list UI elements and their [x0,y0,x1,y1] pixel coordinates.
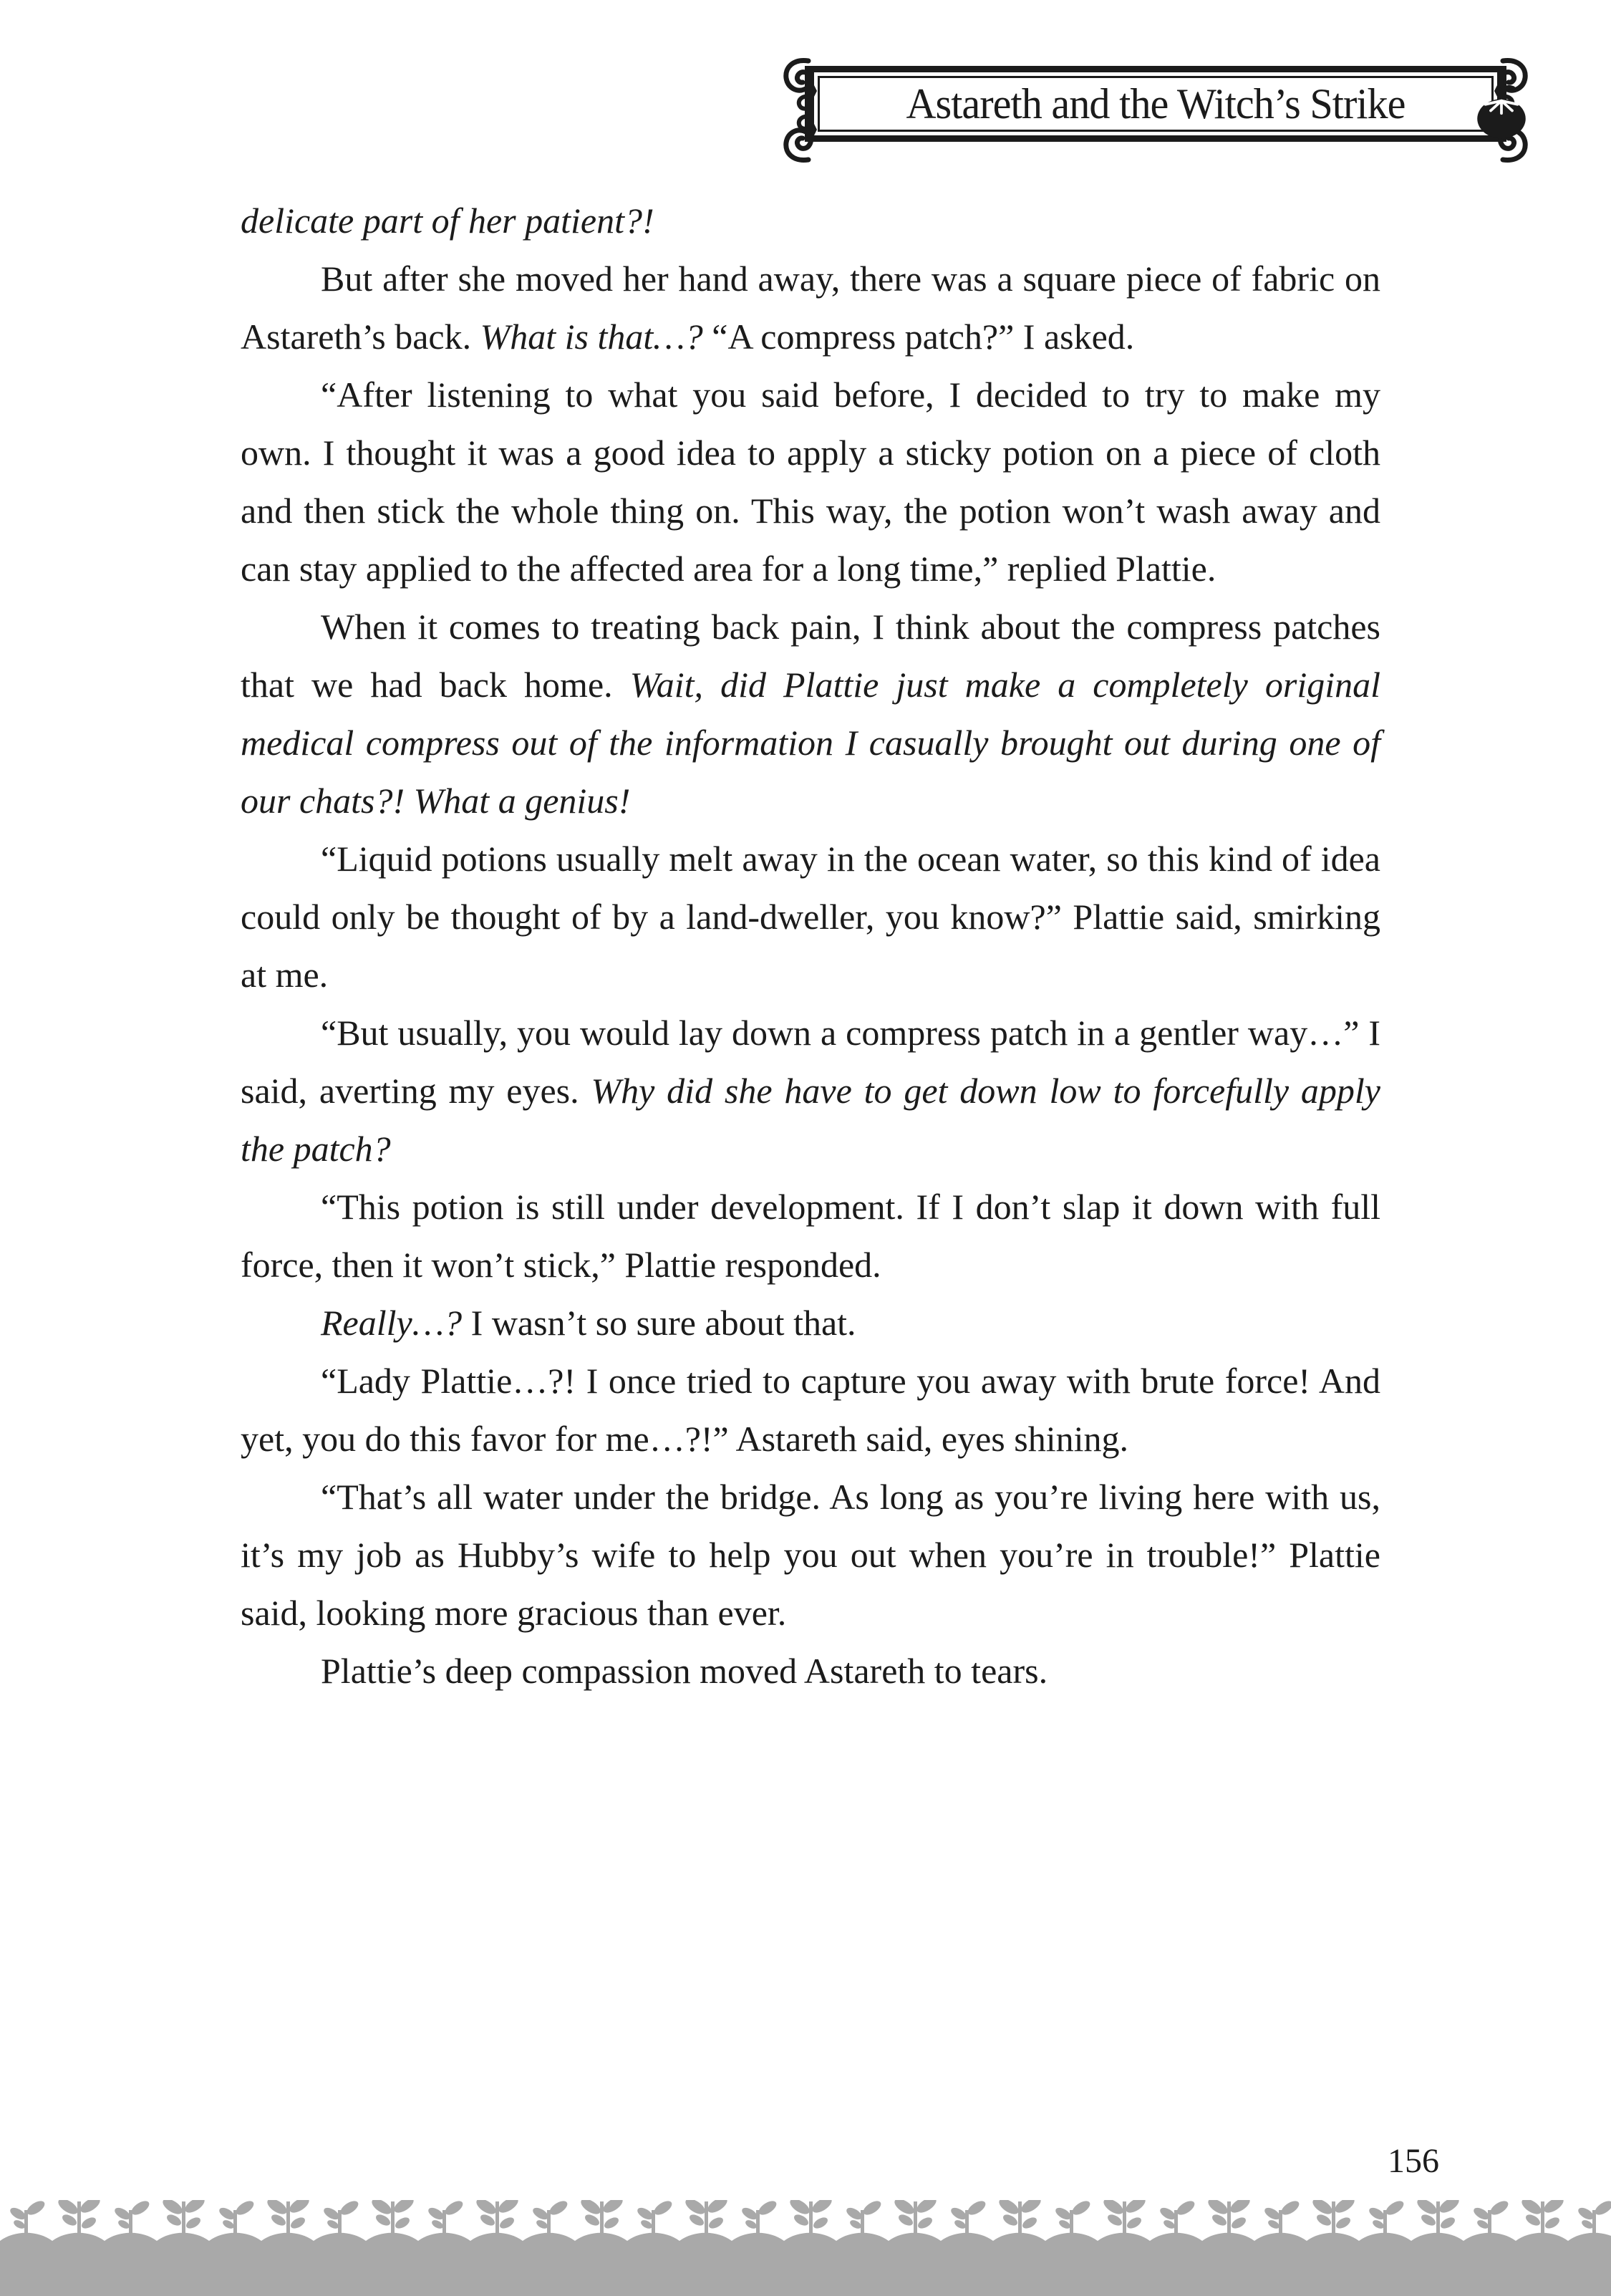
chapter-title-box [808,66,1504,142]
paragraph [241,598,1380,830]
paragraph [241,830,1380,1004]
italic-text-segment: Why did she have to get down low to forcefully apply the patch? [241,1071,1380,1169]
paragraph [241,1642,1380,1700]
text-segment: Plattie’s deep compassion moved Astareth to tears. [321,1651,1048,1691]
chapter-title: Astareth and the Witch’s Strike [906,79,1406,127]
paragraph [241,366,1380,598]
text-segment: I wasn’t so sure about that. [470,1303,856,1343]
page-number: 156 [1388,2142,1439,2180]
text-segment: But after she moved her hand away, there was a square piece of fabric on Astareth’s back. [241,259,1380,357]
page-text [241,192,1380,1700]
sprout-pattern-icon [0,2200,1611,2296]
text-segment: “This potion is still under development. If I don’t slap it down with full force, then it won’t stick,” Plattie responded. [241,1187,1380,1285]
text-segment: “Liquid potions usually melt away in the ocean water, so this kind of idea could only be thought of by a land-dweller, you know?” Plattie said, smirking at me. [241,839,1380,995]
paragraph [241,250,1380,366]
paragraph [241,192,1380,250]
text-segment: “A compress patch?” I asked. [712,317,1135,357]
italic-text-segment: delicate part of her patient?! [241,201,654,241]
paragraph [241,1294,1380,1352]
text-segment: “Lady Plattie…?! I once tried to capture you away with brute force! And yet, you do this favor for me…?!” Astareth said, eyes shining. [241,1361,1380,1459]
text-segment: “But usually, you would lay down a compress patch in a gentler way…” I said, averting my eyes. [241,1013,1380,1111]
text-segment: When it comes to treating back pain, I think about the compress patches that we had back home. [241,607,1380,705]
paragraph [241,1468,1380,1642]
paragraph [241,1178,1380,1294]
tomato-icon [1474,84,1529,141]
text-segment: “After listening to what you said before, I decided to try to make my own. I thought it was a good idea to apply a sticky potion on a piece of cloth and then stick the whole thing on. This way, the potion won’t wash away and can stay applied to the affected area for a long time,” replied Plattie. [241,375,1380,589]
scroll-ornament-left-icon [781,58,818,163]
italic-text-segment: Wait, did Plattie just make a completely original medical compress out of the information I casually brought out during one of our chats?! What a genius! [241,665,1380,821]
italic-text-segment: Really…? [321,1303,471,1343]
text-segment: “That’s all water under the bridge. As long as you’re living here with us, it’s my job as Hubby’s wife to help you out when you’re in trouble!” Plattie said, looking more gracious than ever. [241,1477,1380,1633]
sprout-border-decoration [0,2200,1611,2296]
paragraph [241,1004,1380,1178]
italic-text-segment: What is that…? [480,317,712,357]
paragraph [241,1352,1380,1468]
